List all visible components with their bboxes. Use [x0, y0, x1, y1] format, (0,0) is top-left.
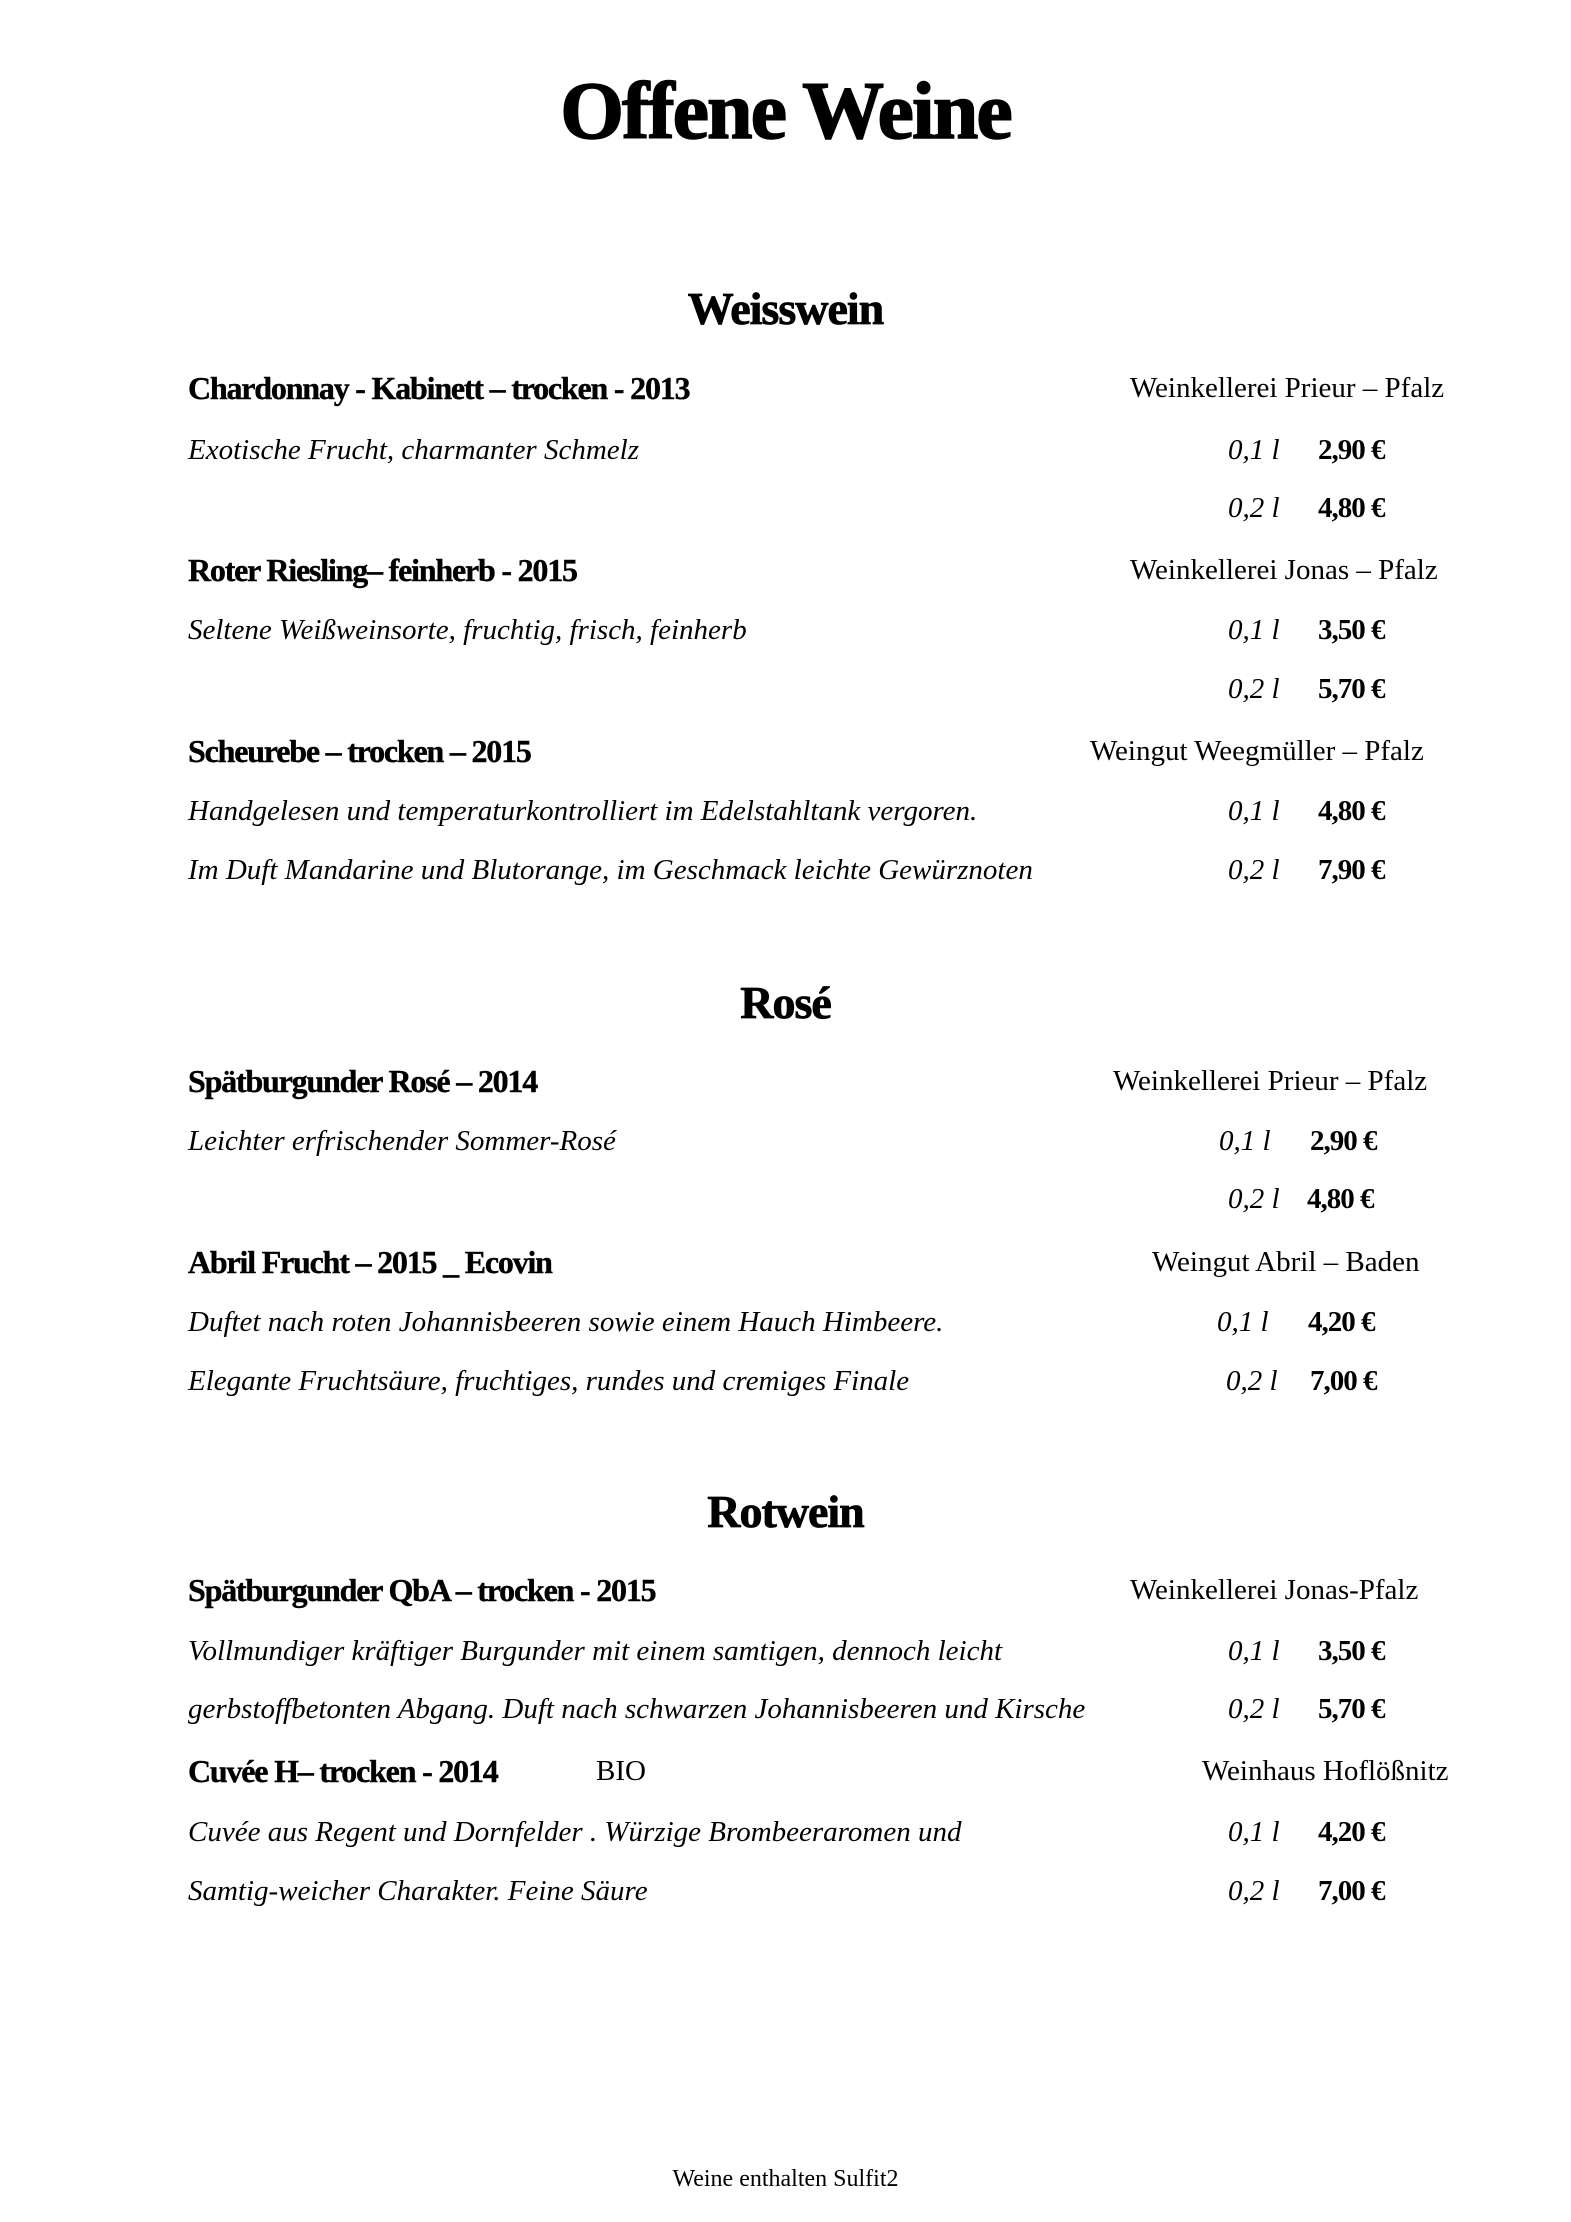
wine-line: [0, 1689, 1571, 1729]
wine-line: [0, 1179, 1571, 1219]
wine-price: 2,90 €: [1310, 1125, 1377, 1157]
wine-price: 2,90 €: [1318, 434, 1385, 466]
wine-producer: Weinkellerei Jonas-Pfalz: [1130, 1574, 1419, 1606]
serving-volume: 0,1 l: [1228, 1635, 1280, 1667]
section-heading-weisswein: Weisswein: [687, 283, 884, 334]
wine-header-row: [0, 1061, 1571, 1101]
wine-line: [0, 1812, 1571, 1852]
wine-description: Samtig-weicher Charakter. Feine Säure: [188, 1875, 648, 1907]
wine-producer: Weingut Abril – Baden: [1152, 1246, 1420, 1278]
wine-price: 4,80 €: [1318, 795, 1385, 827]
wine-line: [0, 669, 1571, 709]
wine-description: Exotische Frucht, charmanter Schmelz: [188, 434, 640, 466]
wine-line: [0, 850, 1571, 890]
serving-volume: 0,2 l: [1228, 673, 1280, 705]
wine-price: 3,50 €: [1318, 614, 1385, 646]
wine-price: 3,50 €: [1318, 1635, 1385, 1667]
sulfite-notice: Weine enthalten Sulfit2: [672, 2166, 899, 2192]
wine-name: Roter Riesling– feinherb - 2015: [188, 552, 577, 588]
wine-name: Scheurebe – trocken – 2015: [188, 733, 531, 769]
wine-line: [0, 610, 1571, 650]
wine-header-row: [0, 368, 1571, 408]
wine-description: Seltene Weißweinsorte, fruchtig, frisch, feinherb: [188, 614, 747, 646]
wine-description: Vollmundiger kräftiger Burgunder mit einem samtigen, dennoch leicht: [188, 1635, 1003, 1667]
wine-price: 7,00 €: [1318, 1875, 1385, 1907]
wine-producer: Weinkellerei Prieur – Pfalz: [1113, 1065, 1428, 1097]
page-title: Offene Weine: [560, 65, 1011, 156]
wine-header-row: [0, 1570, 1571, 1610]
wine-line: [0, 1631, 1571, 1671]
wine-line: [0, 1871, 1571, 1911]
serving-volume: 0,1 l: [1219, 1125, 1271, 1157]
wine-description: Duftet nach roten Johannisbeeren sowie einem Hauch Himbeere.: [188, 1306, 944, 1338]
section-heading-rose: Rosé: [740, 977, 831, 1028]
wine-line: [0, 1361, 1571, 1401]
serving-volume: 0,2 l: [1228, 1875, 1280, 1907]
wine-description: Cuvée aus Regent und Dornfelder . Würzige Brombeeraromen und: [188, 1816, 962, 1848]
wine-line: [0, 791, 1571, 831]
wine-line: [0, 1121, 1571, 1161]
wine-producer: Weinkellerei Jonas – Pfalz: [1130, 554, 1438, 586]
wine-header-row: [0, 731, 1571, 771]
wine-description: Handgelesen und temperaturkontrolliert im Edelstahltank vergoren.: [188, 795, 978, 827]
serving-volume: 0,2 l: [1228, 1183, 1280, 1215]
serving-volume: 0,1 l: [1228, 1816, 1280, 1848]
wine-price: 5,70 €: [1318, 673, 1385, 705]
serving-volume: 0,1 l: [1228, 795, 1280, 827]
serving-volume: 0,2 l: [1228, 1693, 1280, 1725]
wine-description: Im Duft Mandarine und Blutorange, im Geschmack leichte Gewürznoten: [188, 854, 1033, 886]
wine-name: Spätburgunder QbA – trocken - 2015: [188, 1572, 656, 1608]
serving-volume: 0,2 l: [1226, 1365, 1278, 1397]
wine-header-row: [0, 1751, 1571, 1791]
bio-tag: BIO: [596, 1755, 646, 1787]
wine-description: Elegante Fruchtsäure, fruchtiges, rundes und cremiges Finale: [188, 1365, 910, 1397]
wine-price: 7,90 €: [1318, 854, 1385, 886]
wine-name: Abril Frucht – 2015 _ Ecovin: [188, 1244, 552, 1280]
serving-volume: 0,1 l: [1228, 614, 1280, 646]
wine-line: [0, 1302, 1571, 1342]
serving-volume: 0,1 l: [1228, 434, 1280, 466]
wine-producer: Weingut Weegmüller – Pfalz: [1090, 735, 1424, 767]
wine-price: 4,80 €: [1318, 492, 1385, 524]
serving-volume: 0,1 l: [1217, 1306, 1269, 1338]
wine-price: 5,70 €: [1318, 1693, 1385, 1725]
wine-line: [0, 430, 1571, 470]
wine-name: Spätburgunder Rosé – 2014: [188, 1063, 538, 1099]
wine-price: 7,00 €: [1310, 1365, 1377, 1397]
wine-line: [0, 488, 1571, 528]
wine-header-row: [0, 1242, 1571, 1282]
wine-producer: Weinhaus Hoflößnitz: [1202, 1755, 1449, 1787]
wine-name: Chardonnay - Kabinett – trocken - 2013: [188, 370, 690, 406]
serving-volume: 0,2 l: [1228, 492, 1280, 524]
wine-price: 4,80 €: [1307, 1183, 1374, 1215]
section-heading-rotwein: Rotwein: [707, 1486, 864, 1537]
wine-price: 4,20 €: [1308, 1306, 1375, 1338]
wine-description: Leichter erfrischender Sommer-Rosé: [188, 1125, 616, 1157]
wine-producer: Weinkellerei Prieur – Pfalz: [1130, 372, 1445, 404]
serving-volume: 0,2 l: [1228, 854, 1280, 886]
wine-price: 4,20 €: [1318, 1816, 1385, 1848]
wine-name: Cuvée H– trocken - 2014: [188, 1753, 498, 1789]
wine-description: gerbstoffbetonten Abgang. Duft nach schwarzen Johannisbeeren und Kirsche: [188, 1693, 1086, 1725]
wine-header-row: [0, 550, 1571, 590]
